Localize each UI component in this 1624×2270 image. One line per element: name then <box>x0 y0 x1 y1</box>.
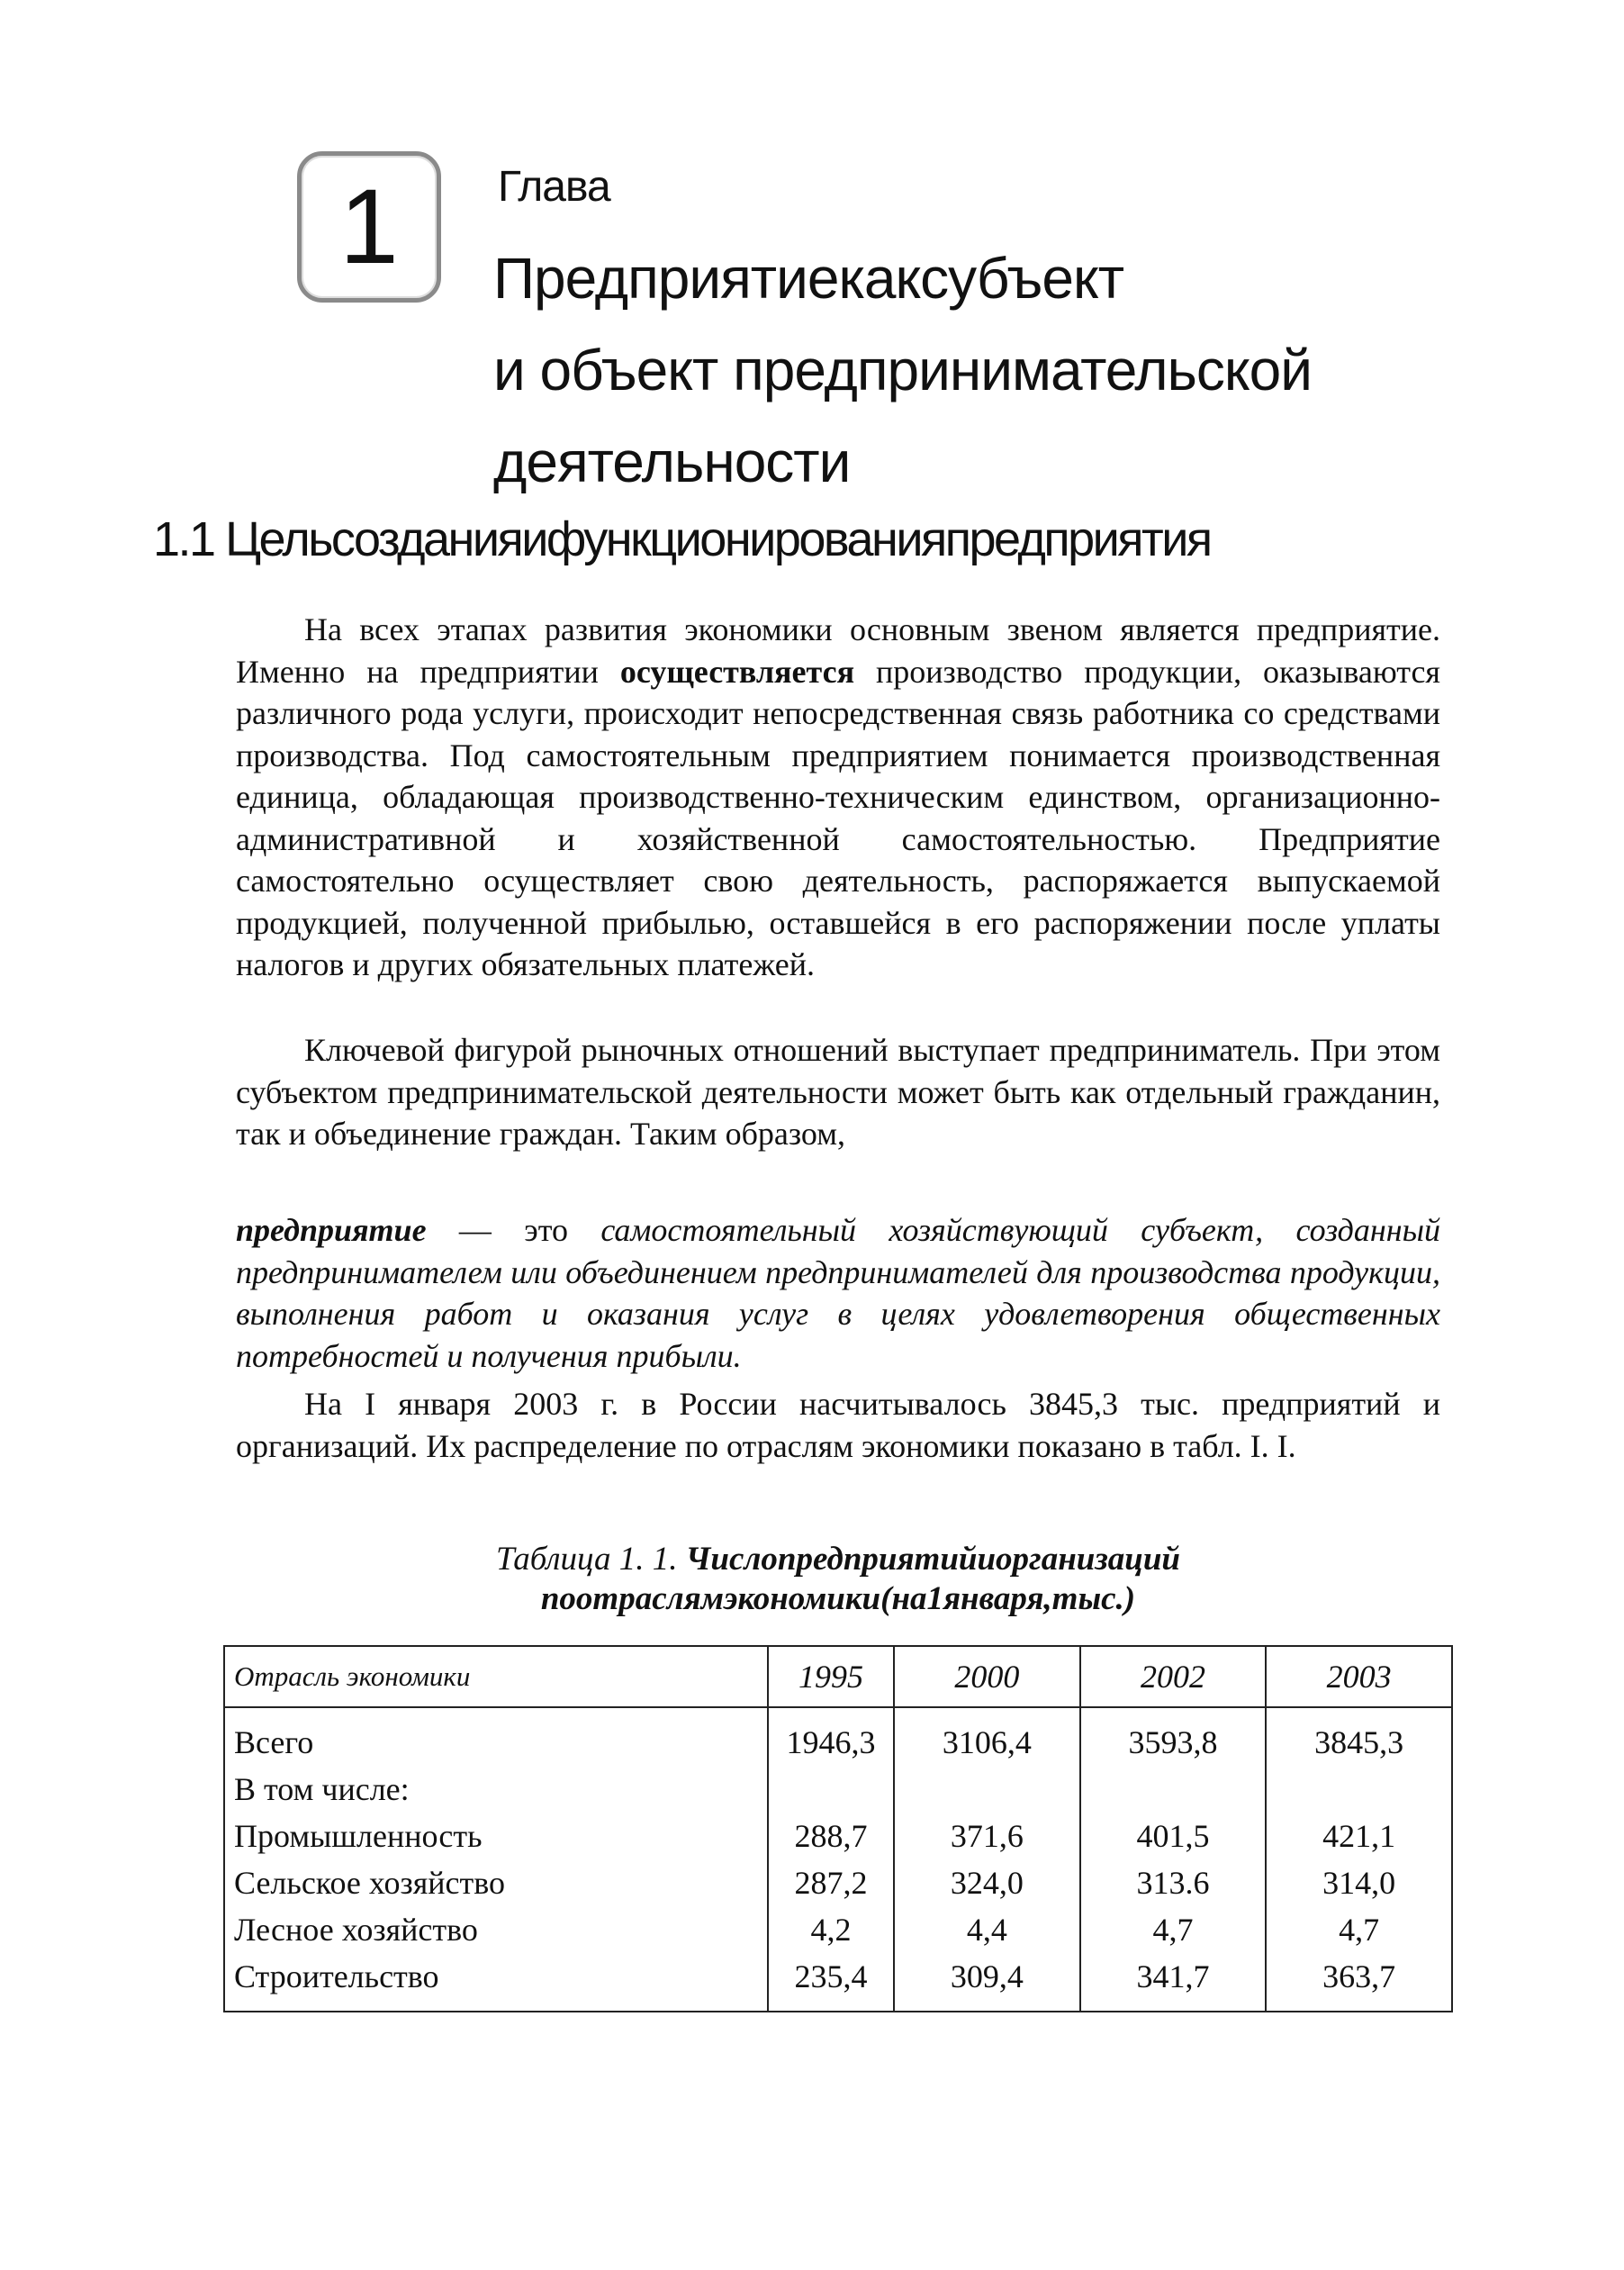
row-label: Промышленность <box>224 1813 768 1859</box>
cell-value: 401,5 <box>1080 1813 1267 1859</box>
paragraph-3-text: На I января 2003 г. в России насчитывалось 3845,3 тыс. предприятий и организаций. Их распределение по отраслям экономики показано в табл. I. I. <box>236 1386 1440 1464</box>
cell-value: 1946,3 <box>768 1707 894 1766</box>
row-label: Лесное хозяйство <box>224 1906 768 1953</box>
cell-value: 4,4 <box>894 1906 1080 1953</box>
definition-block <box>236 1209 1440 1377</box>
table-row <box>224 1766 1452 1813</box>
table-caption-prefix: Таблица 1. 1. <box>495 1541 686 1578</box>
cell-value: 287,2 <box>768 1859 894 1906</box>
table-row <box>224 1813 1452 1859</box>
row-label: Сельское хозяйство <box>224 1859 768 1906</box>
table-header-row <box>224 1646 1452 1707</box>
chapter-number-badge <box>297 151 441 303</box>
cell-value: 288,7 <box>768 1813 894 1859</box>
chapter-number: 1 <box>339 167 399 286</box>
table-row <box>224 1906 1452 1953</box>
paragraph-1-text-a: На всех этапах развития экономики основным звеном является предприятие. Именно на предприятии <box>236 611 1440 690</box>
cell-value: 313.6 <box>1080 1859 1267 1906</box>
cell-value <box>768 1766 894 1813</box>
definition-dash: — это <box>426 1212 601 1248</box>
row-label: В том числе: <box>224 1766 768 1813</box>
chapter-label: Глава <box>498 163 610 211</box>
row-label: Строительство <box>224 1953 768 2012</box>
header-year-2003: 2003 <box>1266 1646 1452 1707</box>
header-industry: Отрасль экономики <box>224 1646 768 1707</box>
cell-value: 3845,3 <box>1266 1707 1452 1766</box>
section-title: 1.1 Цельсозданияифункционированияпредприятия <box>153 512 1211 566</box>
cell-value: 371,6 <box>894 1813 1080 1859</box>
table-row <box>224 1953 1452 2012</box>
table-caption <box>236 1540 1440 1619</box>
header-year-2000: 2000 <box>894 1646 1080 1707</box>
table-row <box>224 1707 1452 1766</box>
cell-value: 363,7 <box>1266 1953 1452 2012</box>
cell-value: 4,2 <box>768 1906 894 1953</box>
chapter-title <box>493 232 1484 508</box>
paragraph-2-text: Ключевой фигурой рыночных отношений выступает предприниматель. При этом субъектом предпринимательской деятельности может быть как отдельный гражданин, так и объединение граждан. Таким образом, <box>236 1032 1440 1152</box>
cell-value: 421,1 <box>1266 1813 1452 1859</box>
cell-value: 3593,8 <box>1080 1707 1267 1766</box>
paragraph-1-text-b: производство продукции, оказываются различного рода услуги, происходит непосредственная связь работника со средствами производства. Под самостоятельным предприятием понимается производственная единица, обладающая производственно-техническим единством, организационно-административной и хозяйственной самостоятельностью. Предприятие самостоятельно осуществляет свою деятельность, распоряжается выпускаемой продукцией, полученной прибылью, оставшейся в его распоряжении после уплаты налогов и других обязательных платежей. <box>236 653 1440 982</box>
table-caption-line-2: поотраслямэкономики(на1января,тыс.) <box>540 1580 1136 1617</box>
cell-value <box>1266 1766 1452 1813</box>
definition-term: предприятие <box>236 1212 427 1248</box>
header-year-1995: 1995 <box>768 1646 894 1707</box>
cell-value: 4,7 <box>1266 1906 1452 1953</box>
row-label: Всего <box>224 1707 768 1766</box>
cell-value: 324,0 <box>894 1859 1080 1906</box>
header-year-2002: 2002 <box>1080 1646 1267 1707</box>
chapter-title-line-3: деятельности <box>493 430 851 494</box>
table-row <box>224 1859 1452 1906</box>
paragraph-2 <box>236 1029 1440 1155</box>
paragraph-3 <box>236 1383 1440 1467</box>
cell-value <box>1080 1766 1267 1813</box>
paragraph-1 <box>236 609 1440 986</box>
cell-value: 4,7 <box>1080 1906 1267 1953</box>
paragraph-1-bold-word: осуществляется <box>619 653 855 690</box>
cell-value: 314,0 <box>1266 1859 1452 1906</box>
industry-table <box>223 1645 1453 2012</box>
chapter-title-line-1: Предприятиекаксубъект <box>493 246 1124 311</box>
definition-text: самостоятельный хозяйствующий субъект, созданный предпринимателем или объединением предпринимателей для производства продукции, выполнения работ и оказания услуг в целях удовлетворения общественных потребностей и получения прибыли. <box>236 1212 1440 1374</box>
cell-value <box>894 1766 1080 1813</box>
cell-value: 3106,4 <box>894 1707 1080 1766</box>
table-caption-line-1: Числопредприятийиорганизаций <box>685 1541 1181 1578</box>
chapter-title-line-2: и объект предпринимательской <box>493 338 1312 402</box>
cell-value: 341,7 <box>1080 1953 1267 2012</box>
cell-value: 235,4 <box>768 1953 894 2012</box>
cell-value: 309,4 <box>894 1953 1080 2012</box>
